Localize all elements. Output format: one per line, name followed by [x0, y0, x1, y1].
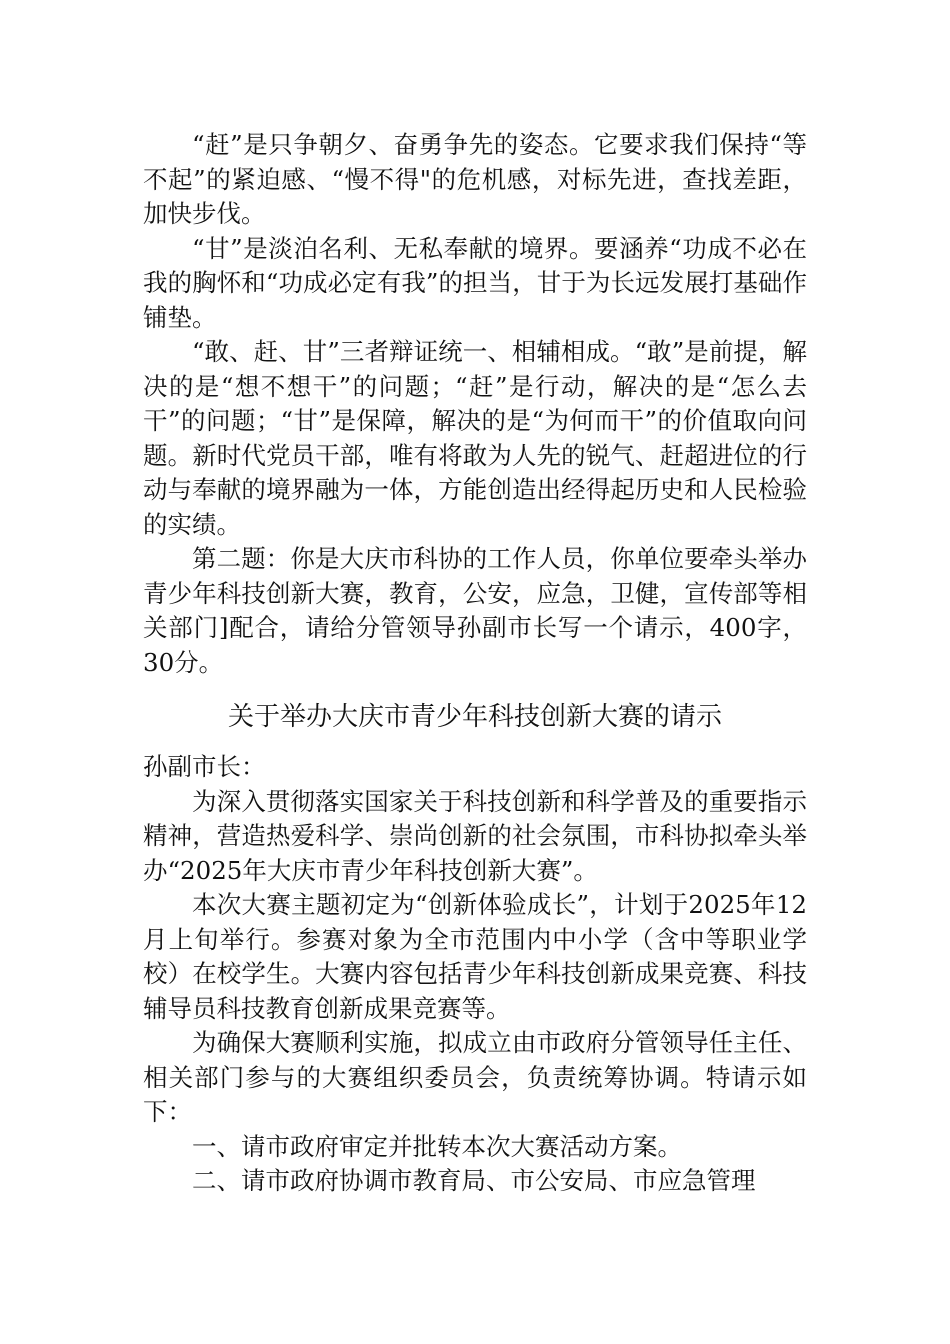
- paragraph-gan-devotion: “甘”是淡泊名利、无私奉献的境界。要涵养“功成不必在我的胸怀和“功成必定有我”的担当，甘于为长远发展打基础作铺垫。: [143, 233, 807, 332]
- document-body: [143, 128, 807, 1199]
- document-title: 关于举办大庆市青少年科技创新大赛的请示: [227, 702, 722, 732]
- paragraph-theme-schedule: 本次大赛主题初定为“创新体验成长”，计划于2025年12月上旬举行。参赛对象为全市范围内中小学（含中等职业学校）在校学生。大赛内容包括青少年科技创新成果竞赛、科技辅导员科技教育创新成果竞赛等。: [143, 890, 807, 1023]
- paragraph-dialectic-unity: “敢、赶、甘”三者辩证统一、相辅相成。“敢”是前提，解决的是“想不想干”的问题；“赶”是行动，解决的是“怎么去干”的问题；“甘”是保障，解决的是“为何而干”的价值取向问题。新时代党员干部，唯有将敢为人先的锐气、赶超进位的行动与奉献的境界融为一体，方能创造出经得起历史和人民检验的实绩。: [143, 337, 807, 539]
- request-item-2: 二、请市政府协调市教育局、市公安局、市应急管理: [192, 1166, 756, 1195]
- paragraph-gan-pursuit: “赶”是只争朝夕、奋勇争先的姿态。它要求我们保持“等不起”的紧迫感、“慢不得"的危机感，对标先进，查找差距，加快步伐。: [143, 130, 807, 228]
- paragraph-background: 为深入贯彻落实国家关于科技创新和科学普及的重要指示精神，营造热爱科学、崇尚创新的社会氛围，市科协拟牵头举办“2025年大庆市青少年科技创新大赛”。: [143, 786, 807, 885]
- paragraph-organizing-committee: 为确保大赛顺利实施，拟成立由市政府分管领导任主任、相关部门参与的大赛组织委员会，负责统筹协调。特请示如下：: [143, 1028, 807, 1126]
- salutation: 孙副市长：: [143, 752, 266, 781]
- request-item-1: 一、请市政府审定并批转本次大赛活动方案。: [192, 1131, 682, 1161]
- paragraph-question-two: 第二题：你是大庆市科协的工作人员，你单位要牵头举办青少年科技创新大赛，教育，公安，应急，卫健，宣传部等相关部门]配合，请给分管领导孙副市长写一个请示，400字，30分。: [143, 544, 807, 677]
